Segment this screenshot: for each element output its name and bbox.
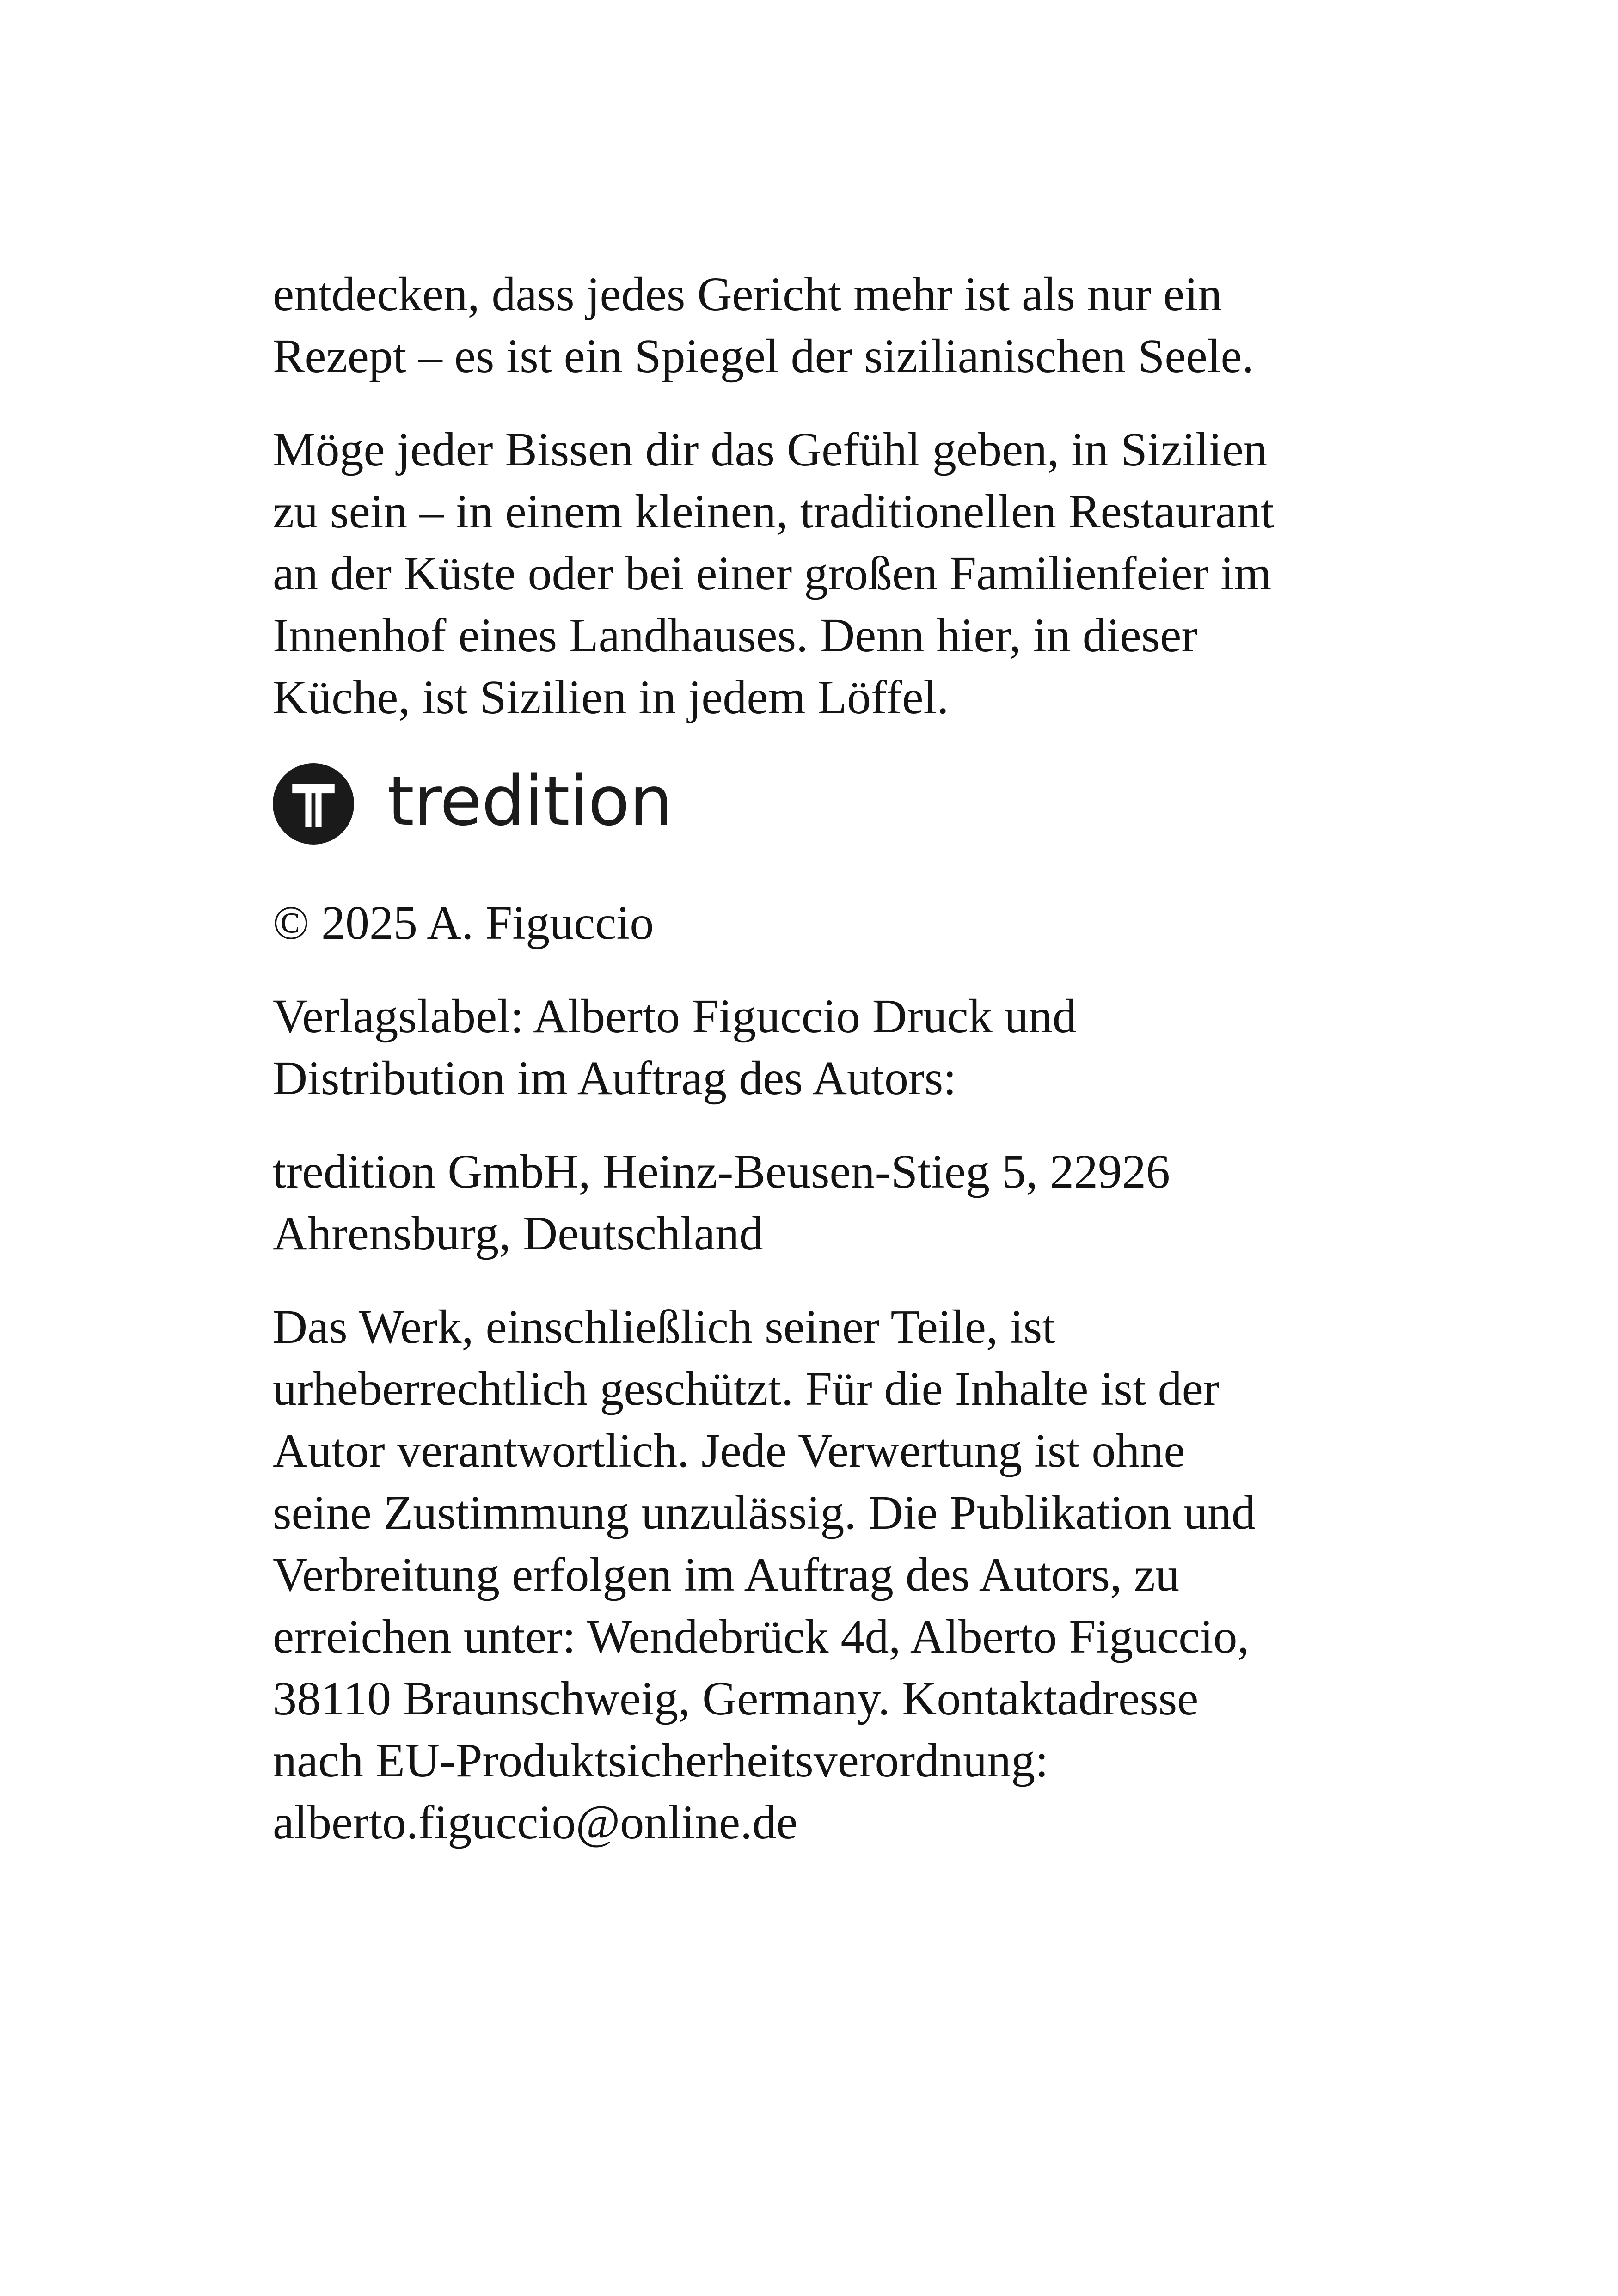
text-line: Distribution im Auftrag des Autors: bbox=[273, 1052, 957, 1105]
text-line: Küche, ist Sizilien in jedem Löffel. bbox=[273, 671, 949, 724]
publisher-address bbox=[273, 1141, 1373, 1265]
page-text-column bbox=[273, 263, 1373, 1885]
text-line: nach EU-Produktsicherheitsverordnung: bbox=[273, 1734, 1049, 1787]
contact-email: alberto.figuccio@online.de bbox=[273, 1796, 798, 1849]
text-line: Innenhof eines Landhauses. Denn hier, in dieser bbox=[273, 609, 1198, 662]
text-line: zu sein – in einem kleinen, traditionellen Restaurant bbox=[273, 485, 1275, 538]
intro-paragraph-2 bbox=[273, 419, 1373, 729]
text-line: tredition GmbH, Heinz-Beusen-Stieg 5, 22926 bbox=[273, 1145, 1171, 1198]
tredition-logo-icon bbox=[273, 763, 354, 845]
text-line: Ahrensburg, Deutschland bbox=[273, 1207, 763, 1260]
text-line: urheberrechtlich geschützt. Für die Inhalte ist der bbox=[273, 1362, 1220, 1415]
text-line: entdecken, dass jedes Gericht mehr ist als nur ein bbox=[273, 268, 1222, 321]
text-line: Autor verantwortlich. Jede Verwertung ist ohne bbox=[273, 1424, 1185, 1477]
intro-paragraph-1 bbox=[273, 263, 1373, 387]
text-line: 38110 Braunschweig, Germany. Kontaktadresse bbox=[273, 1672, 1199, 1725]
text-line: Möge jeder Bissen dir das Gefühl geben, in Sizilien bbox=[273, 423, 1268, 476]
publisher-logo bbox=[273, 760, 1373, 848]
text-line: Das Werk, einschließlich seiner Teile, ist bbox=[273, 1300, 1056, 1353]
publisher-wordmark: tredition bbox=[387, 761, 673, 841]
text-line: an der Küste oder bei einer großen Familienfeier im bbox=[273, 547, 1272, 600]
imprint-paragraph bbox=[273, 986, 1373, 1109]
copyright-line bbox=[273, 892, 1373, 954]
text-line: Rezept – es ist ein Spiegel der sizilianischen Seele. bbox=[273, 330, 1254, 383]
text-line: © 2025 A. Figuccio bbox=[273, 896, 654, 949]
text-line: Verbreitung erfolgen im Auftrag des Autors, zu bbox=[273, 1548, 1180, 1601]
text-line: erreichen unter: Wendebrück 4d, Alberto Figuccio, bbox=[273, 1610, 1250, 1663]
text-line: Verlagslabel: Alberto Figuccio Druck und bbox=[273, 990, 1077, 1043]
legal-notice bbox=[273, 1296, 1373, 1854]
text-line: seine Zustimmung unzulässig. Die Publikation und bbox=[273, 1486, 1256, 1539]
